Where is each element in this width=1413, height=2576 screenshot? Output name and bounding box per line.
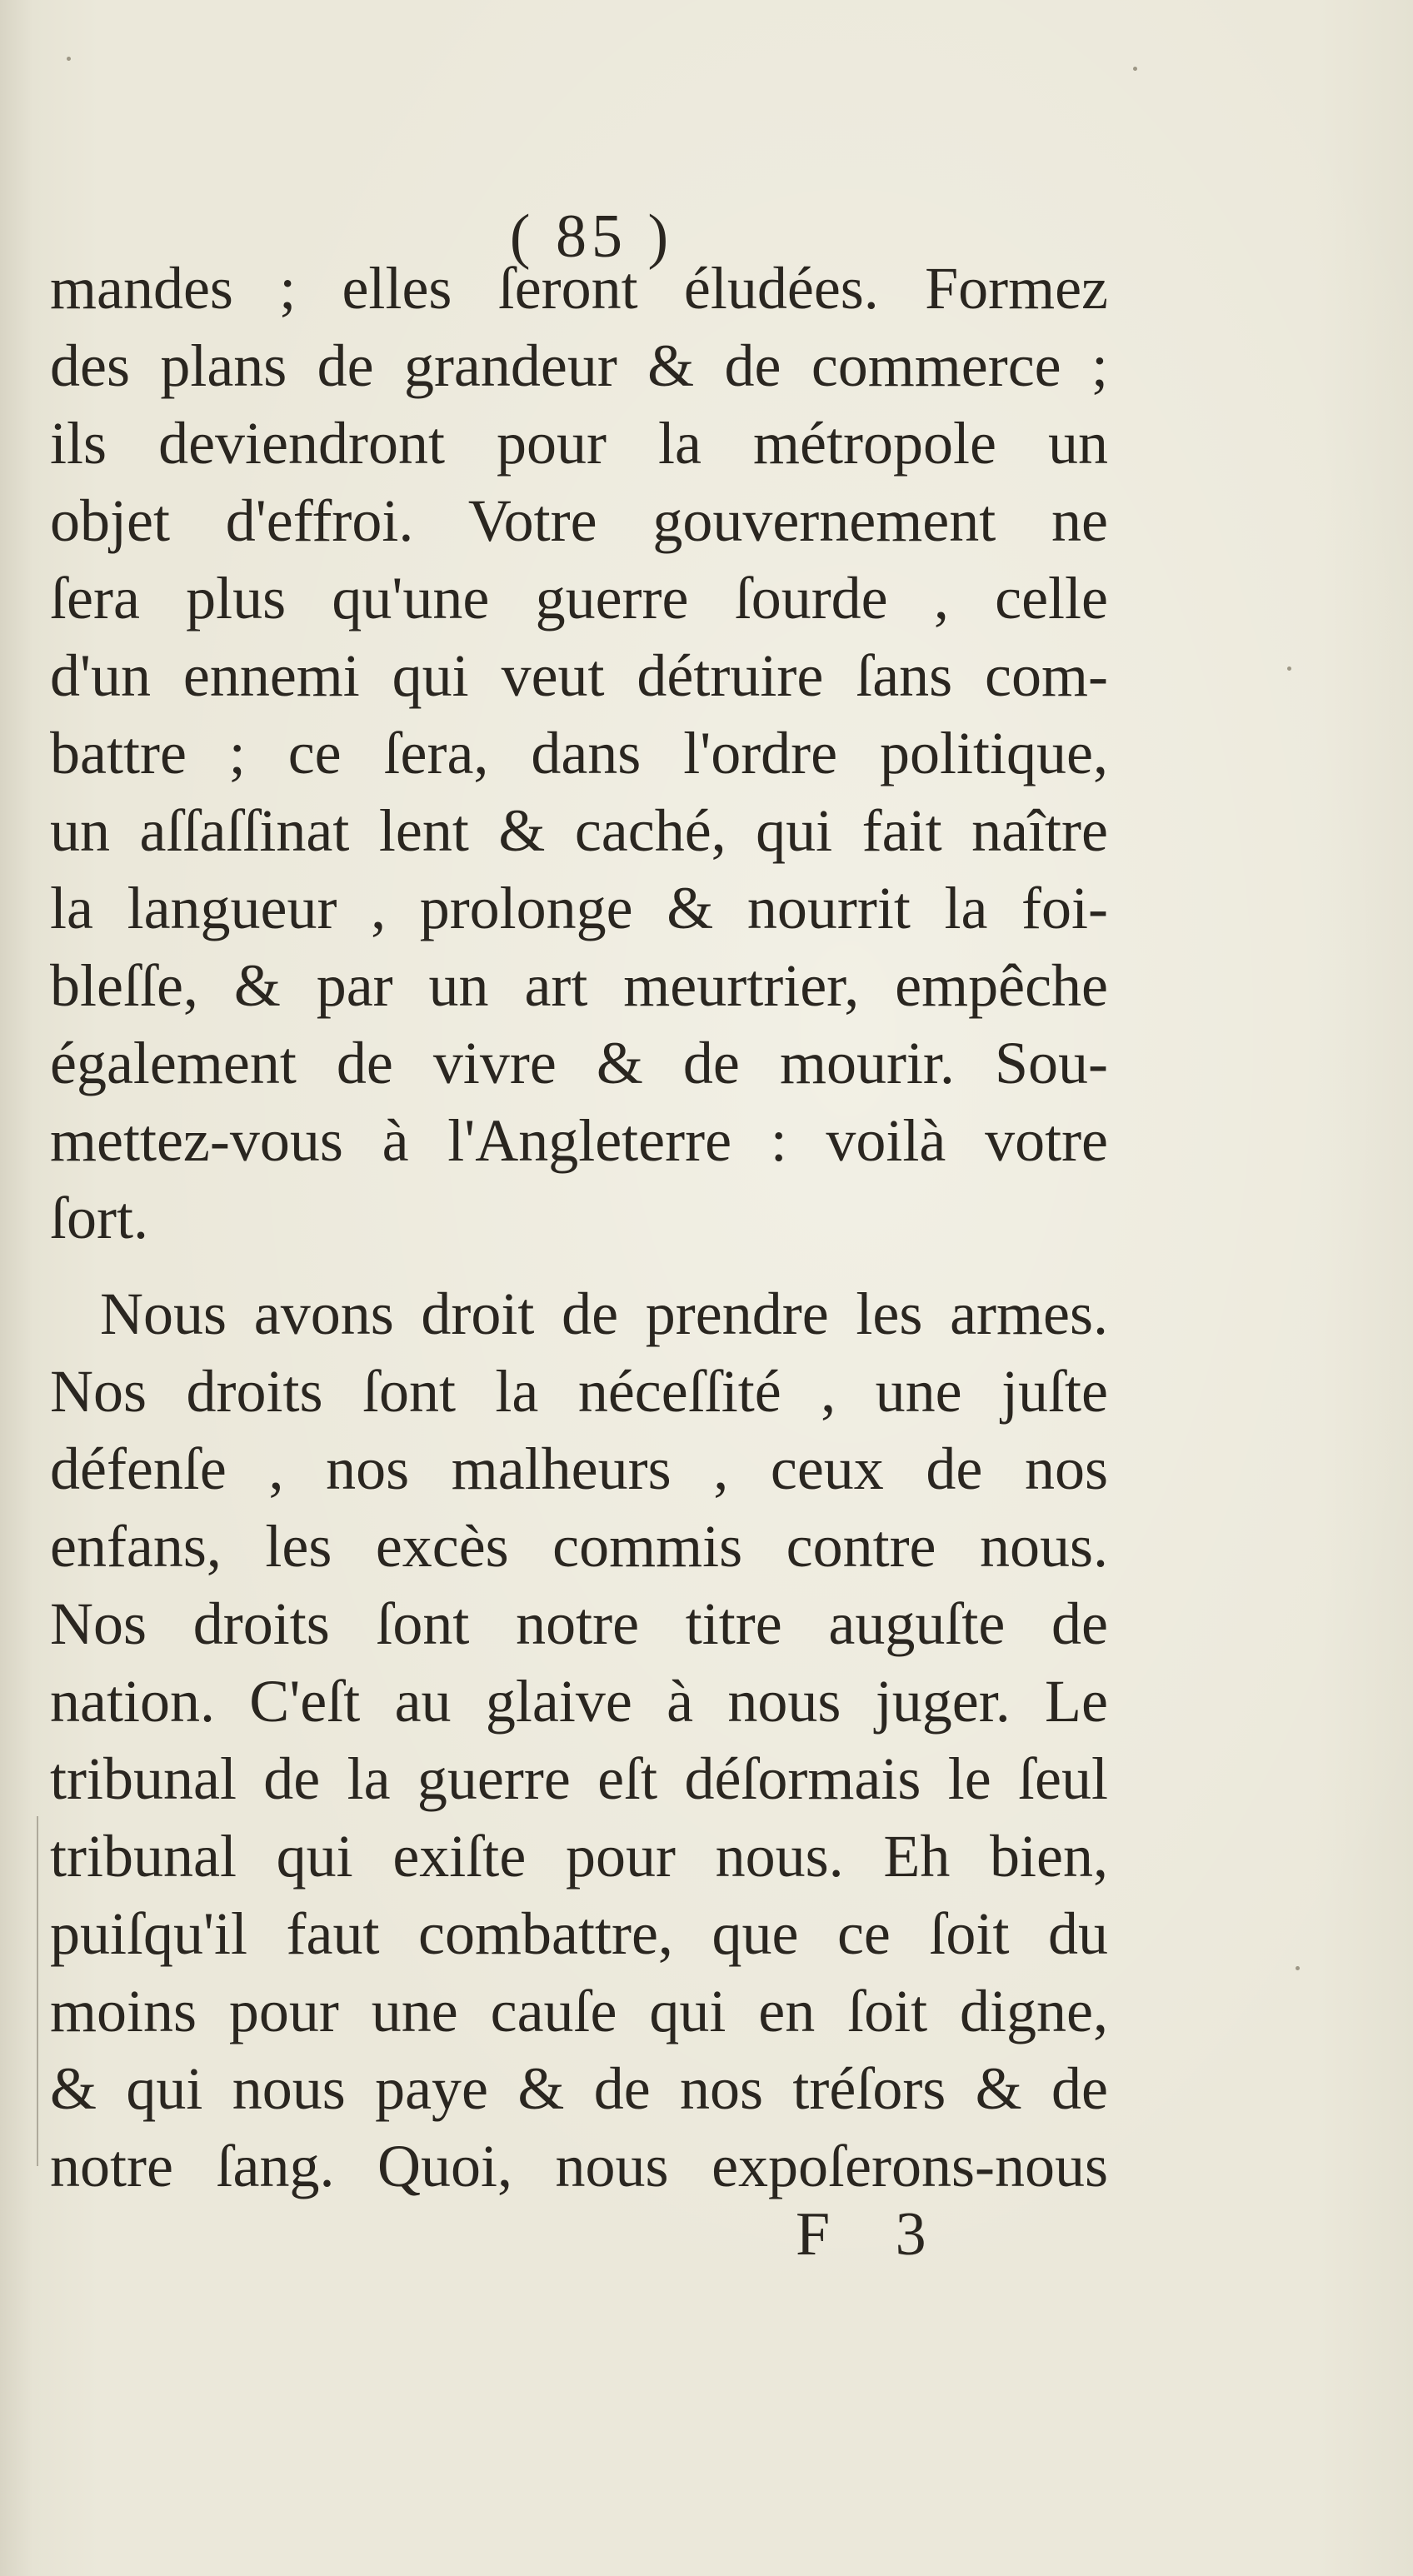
text-line: un aſſaſſinat lent & caché, qui fait naître: [50, 797, 1108, 864]
text-line: Nos droits ſont notre titre auguſte de: [50, 1590, 1108, 1657]
text-line: moins pour une cauſe qui en ſoit digne,: [50, 1978, 1108, 2044]
text-line: la langueur , prolonge & nourrit la foi-: [50, 875, 1108, 941]
printer-signature-mark: F 3: [796, 2200, 951, 2269]
paragraph-1: [50, 250, 1108, 1257]
paragraph-gap: [50, 1257, 1108, 1276]
text-line: défenſe , nos malheurs , ceux de nos: [50, 1435, 1108, 1502]
text-line: bleſſe, & par un art meurtrier, empêche: [50, 952, 1108, 1019]
text-line: mandes ; elles ſeront éludées. Formez: [50, 255, 1108, 322]
text-line: mettez-vous à l'Angleterre : voilà votre: [50, 1107, 1108, 1174]
paragraph-2: [50, 1276, 1108, 2205]
text-line: ſera plus qu'une guerre ſourde , celle: [50, 565, 1108, 632]
text-line: tribunal qui exiſte pour nous. Eh bien,: [50, 1823, 1108, 1890]
page-number-header: ( 85 ): [509, 202, 674, 271]
body-text: [50, 250, 1108, 2205]
paper-speck: [67, 57, 71, 61]
text-line: Nous avons droit de prendre les armes.: [100, 1281, 1108, 1347]
text-line: objet d'effroi. Votre gouvernement ne: [50, 487, 1108, 554]
paper-speck: [1133, 67, 1137, 71]
text-line: notre ſang. Quoi, nous expoſerons-nous: [50, 2133, 1108, 2199]
text-line: battre ; ce ſera, dans l'ordre politique,: [50, 720, 1108, 786]
text-line: d'un ennemi qui veut détruire ſans com-: [50, 642, 1108, 709]
text-line: ſort.: [50, 1185, 148, 1251]
text-line: Nos droits ſont la néceſſité , une juſte: [50, 1358, 1108, 1425]
page-gutter-edge: [37, 1816, 38, 2166]
text-line: & qui nous paye & de nos tréſors & de: [50, 2055, 1108, 2122]
text-line: des plans de grandeur & de commerce ;: [50, 332, 1108, 399]
text-line: nation. C'eſt au glaive à nous juger. Le: [50, 1668, 1108, 1735]
text-line: puiſqu'il faut combattre, que ce ſoit du: [50, 1900, 1108, 1967]
text-line: également de vivre & de mourir. Sou-: [50, 1030, 1108, 1096]
text-line: ils deviendront pour la métropole un: [50, 410, 1108, 477]
paper-speck: [1296, 1966, 1300, 1970]
paper-speck: [1287, 666, 1291, 671]
text-line: tribunal de la guerre eſt déſormais le ſeul: [50, 1745, 1108, 1812]
text-line: enfans, les excès commis contre nous.: [50, 1513, 1108, 1580]
